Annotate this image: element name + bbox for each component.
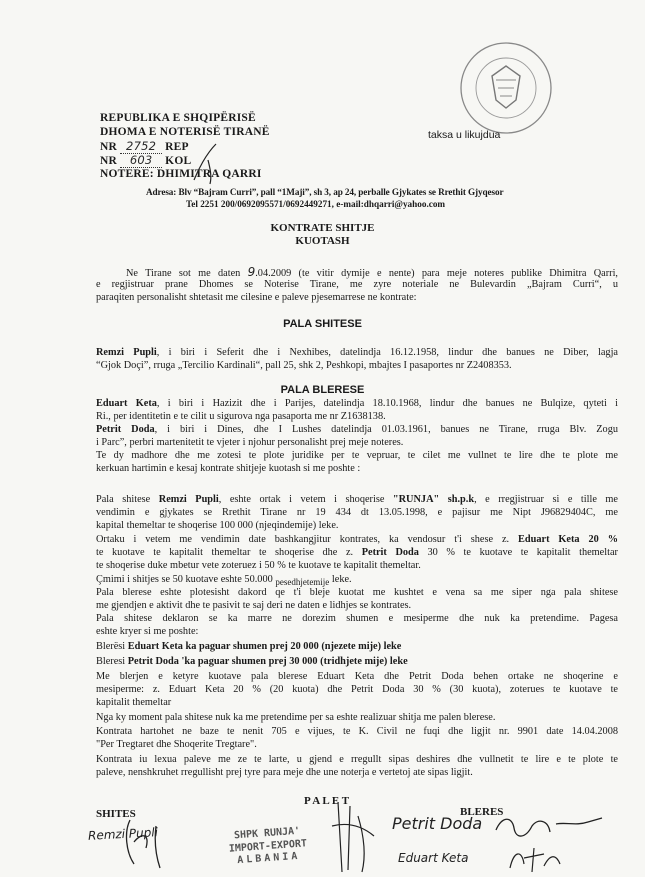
- buyer1-line-2: Ri., per identitetin e te cilit u sigurova nga pasaporta me nr Z1638138.: [96, 411, 386, 422]
- body-p6-line-1: Me blerjen e ketyre kuotave pala blerese Eduart Keta dhe Petrit Doda behen ortake ne shoqerine e: [96, 671, 618, 682]
- body-p2-line-3: te shoqerise duke mbetur vete zoteruez i 50 % te kuotave te kapitalit themeltar.: [96, 560, 421, 571]
- body-p8-line-2: "Per Tregtaret dhe Shoqerite Tregtare".: [96, 739, 257, 750]
- buyers-request-line: kerkuan hartimin e kesaj kontrate shitjeje kuotash si me poshte :: [96, 463, 361, 474]
- intro-line-1: Ne Tirane sot me daten 9.04.2009 (te vitir dymije e nente) para meje noteres publike Dhimitra Qarri,: [126, 266, 618, 279]
- nr-label: NR: [100, 141, 118, 153]
- buyer-sign-label: BLERES: [460, 806, 504, 818]
- notary-signature-stroke: [318, 796, 388, 876]
- buyer2-signature: Eduart Keta: [398, 851, 469, 865]
- phone-line: Tel 2251 200/0692095571/0692449271, e-mail:dhqarri@yahoo.com: [186, 199, 446, 209]
- body-p1-line-1: Pala shitese Remzi Pupli, eshte ortak i vetem i shoqerise "RUNJA" sh.p.k, e rregjistruar si e tille me: [96, 494, 618, 505]
- fee-note: taksa u likujdua: [428, 129, 501, 141]
- republic-heading: REPUBLIKA E SHQIPËRISË: [100, 112, 256, 124]
- body-p7: Nga ky moment pala shitese nuk ka me pretendime per sa eshte realizuar shitja me palen blerese.: [96, 712, 496, 723]
- payment-line-2: Bleresi Petrit Doda 'ka paguar shumen prej 30 000 (tridhjete mije) leke: [96, 656, 408, 667]
- rep-label: REP: [165, 141, 189, 153]
- p1-seller-name: Remzi Pupli: [158, 494, 219, 505]
- body-p2-line-2: te kuotave te kapitalit themeltar te shoqerise dhe z. Petrit Doda 30 % te kuotave te kapitalit themeltar: [96, 547, 618, 558]
- body-p5-line-1: Pala shitese deklaron se ka marre ne dorezim shumen e mesiperme dhe nuk ka pretendime. Pagesa: [96, 613, 618, 624]
- nr-rep-value: 2752: [120, 140, 162, 154]
- seller-sign-label: SHITES: [96, 808, 136, 820]
- address-line: Adresa: Blv “Bajram Curri”, pall “1Maji”, sh 3, ap 24, perballe Gjykates se Rrethit Gjyqesor: [146, 187, 504, 197]
- parties-heading: P A L E T: [304, 795, 350, 807]
- notary-initial-mark: [186, 140, 226, 186]
- body-p2-line-1: Ortaku i vetem me vendimin date bashkangjitur kontrates, ka vendosur t'i shese z. Eduart Keta 20 %: [96, 534, 618, 545]
- nr-kol-row: [100, 154, 191, 168]
- buyer2-signature-stroke: [504, 844, 564, 874]
- nr-label: NR: [100, 155, 118, 167]
- buyer2-line-1: Petrit Doda, i biri i Dines, dhe I Lushes datelindja 01.03.1961, banues ne Tirane, rruga Blv. Zogu: [96, 424, 618, 435]
- contract-title: [0, 222, 645, 247]
- stamp-line-2: IMPORT-EXPORT: [228, 837, 308, 855]
- stamp-line-3: ALBANIA: [236, 850, 301, 867]
- body-p8-line-1: Kontrata hartohet ne baze te nenit 705 e vijues, te K. Civil ne fuqi dhe ligjit nr. 9901 date 14.04.2008: [96, 726, 618, 737]
- nr-kol-value: 603: [120, 154, 162, 168]
- buyer2-name: Petrit Doda: [96, 424, 155, 435]
- buyers-capacity-line: Te dy madhore dhe me zotesi te plote juridike per te vepruar, te cilet me vullnet te lire dhe te plote me: [96, 450, 618, 461]
- buyer-section-title: PALA BLERESE: [280, 384, 365, 396]
- seller-line-2: “Gjok Doçi”, rruga „Tercilio Kardinali“, pall 25, shk 2, Peshkopi, mbajtes I pasaportes nr Z2408353.: [96, 360, 512, 371]
- seller-line-1: Remzi Pupli, i biri i Seferit dhe i Nexhibes, datelindja 16.12.1958, lindur dhe banues ne Diber, lagja: [96, 347, 618, 358]
- handwritten-day: 9: [247, 266, 256, 279]
- buyer1-line-1: Eduart Keta, i biri i Hazizit dhe i Parijes, datelindja 18.10.1968, lindur dhe banues ne Bulqize, qyteti i: [96, 398, 618, 409]
- company-name: "RUNJA" sh.p.k: [392, 494, 475, 505]
- notary-name: NOTERE: DHIMITRA QARRI: [100, 168, 262, 180]
- body-p4-line-2: me gjendjen e aktivit dhe te pasivit te saj deri ne daten e lidhjes se kontrates.: [96, 600, 412, 611]
- buyer1-signature-stroke: [492, 812, 612, 846]
- seller-signature-stroke: [120, 812, 200, 872]
- body-p4-line-1: Pala blerese eshte plotesisht dakord qe t'i bleje kuotat me kushtet e vena sa me siper nga pala shitese: [96, 587, 618, 598]
- body-p1-line-3: kapital themeltar te shoqerise 100 000 (njeqindemije) leke.: [96, 520, 339, 531]
- notary-seal: [452, 38, 560, 138]
- company-stamp: [213, 824, 323, 869]
- buyer2-line-2: i Parc”, perbri martenitetit te vjeter i njohur personalisht prej meje noteres.: [96, 437, 404, 448]
- price-words: pesedhjetemije: [275, 577, 330, 587]
- title-line-1: KONTRATE SHITJE: [270, 222, 375, 234]
- seller-name: Remzi Pupli: [96, 347, 157, 358]
- seller-signature: Remzi Pupli: [87, 825, 159, 843]
- buyer1-name: Eduart Keta: [96, 398, 157, 409]
- body-p9-line-1: Kontrata iu lexua paleve me ze te larte, u gjend e rregullt sipas deshires dhe vullnetit te lire e te plote te: [96, 754, 618, 765]
- intro-line-2: e regjistruar prane Dhomes se Noterise Tirane, me zyre noteriale ne Bulevardin „Bajram Curri“, u: [96, 279, 618, 290]
- nr-rep-row: [100, 140, 189, 154]
- seller-section-title: PALA SHITESE: [283, 318, 362, 330]
- stamp-line-1: SHPK RUNJA': [233, 825, 301, 842]
- chamber-heading: DHOMA E NOTERISË TIRANË: [100, 126, 270, 138]
- body-p6-line-2: mesiperme: z. Eduart Keta 20 % (20 kuota) dhe Petrit Doda 30 % (30 kuota), zoterues te kuotave te: [96, 684, 618, 695]
- body-price-line: Çmimi i shitjes se 50 kuotave eshte 50.000 pesedhjetemije leke.: [96, 574, 352, 587]
- body-p9-line-2: paleve, nenshkruhet rregullisht prej tyre para meje dhe une noterja e vertetoj ate sipas ligjit.: [96, 767, 473, 778]
- buyer1-signature: Petrit Doda: [392, 814, 483, 833]
- payment-line-1: Blerësi Eduart Keta ka paguar shumen prej 20 000 (njezete mije) leke: [96, 641, 402, 652]
- intro-line-3: paraqiten personalisht shtetasit me cilesine e paleve pjesemarrese ne kontrate:: [96, 292, 417, 303]
- body-p6-line-3: kapitalit themeltar: [96, 697, 172, 708]
- body-p5-line-2: eshte kryer si me poshte:: [96, 626, 199, 637]
- body-p1-line-2: vendimin e gjykates se Rrethit Tirane nr 19 434 dt 13.05.1998, e pajisur me Nipt J96829404C, me: [96, 507, 618, 518]
- kol-label: KOL: [165, 155, 192, 167]
- title-line-2: KUOTASH: [295, 234, 350, 247]
